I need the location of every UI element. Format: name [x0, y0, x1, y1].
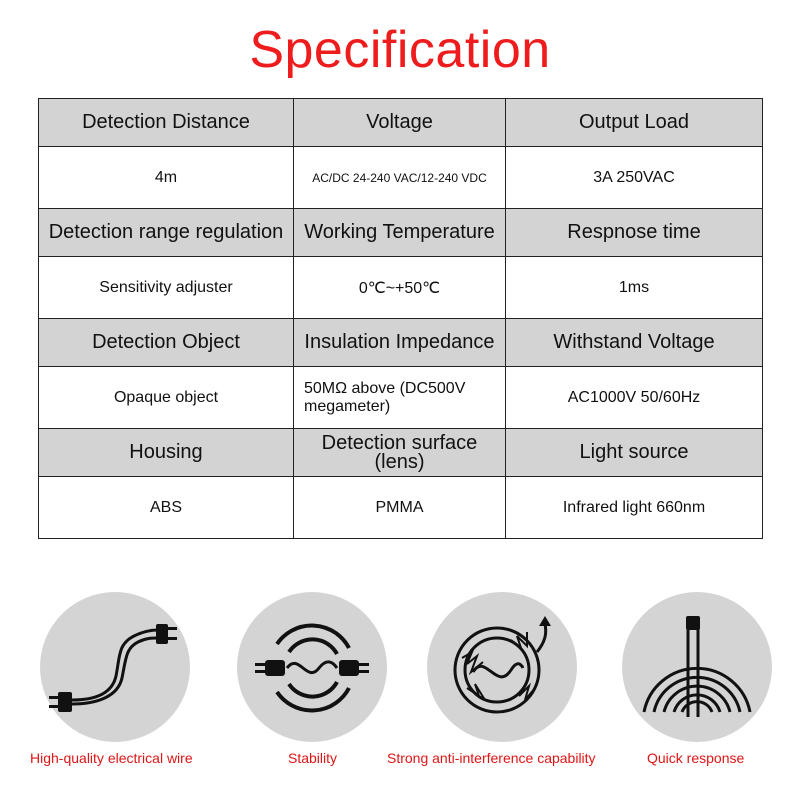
table-header-row	[39, 429, 763, 477]
value-cell: 0℃~+50℃	[294, 257, 506, 319]
feature-circle	[622, 592, 772, 742]
table-value-row	[39, 477, 763, 539]
value-cell: ABS	[39, 477, 294, 539]
feature-label: High-quality electrical wire	[30, 750, 193, 766]
table-header-row	[39, 99, 763, 147]
header-cell: Respnose time	[506, 209, 763, 257]
table-value-row	[39, 367, 763, 429]
header-cell: Voltage	[294, 99, 506, 147]
stability-connector-icon	[237, 592, 387, 742]
value-cell: 4m	[39, 147, 294, 209]
feature-label: Stability	[288, 750, 338, 766]
feature-electrical-wire	[40, 592, 190, 742]
header-cell: Working Temperature	[294, 209, 506, 257]
feature-stability	[237, 592, 387, 742]
feature-anti-interference	[427, 592, 577, 742]
feature-circle	[40, 592, 190, 742]
header-cell: Light source	[506, 429, 763, 477]
value-cell: AC/DC 24-240 VAC/12-240 VDC	[294, 147, 506, 209]
header-cell: Detection Object	[39, 319, 294, 367]
header-cell: Insulation Impedance	[294, 319, 506, 367]
value-cell: AC1000V 50/60Hz	[506, 367, 763, 429]
table-header-row	[39, 209, 763, 257]
feature-quick-response	[622, 592, 772, 742]
value-cell: Infrared light 660nm	[506, 477, 763, 539]
value-cell: Opaque object	[39, 367, 294, 429]
feature-label: Strong anti-interference capability	[387, 750, 596, 766]
specification-table	[38, 98, 763, 539]
table-value-row	[39, 147, 763, 209]
value-cell: 3A 250VAC	[506, 147, 763, 209]
feature-label: Quick response	[647, 750, 745, 766]
header-cell: Withstand Voltage	[506, 319, 763, 367]
value-cell: 1ms	[506, 257, 763, 319]
feature-circle	[237, 592, 387, 742]
value-cell: PMMA	[294, 477, 506, 539]
header-cell: Detection range regulation	[39, 209, 294, 257]
header-cell: Detection Distance	[39, 99, 294, 147]
quick-response-waves-icon	[622, 592, 772, 742]
header-cell: Housing	[39, 429, 294, 477]
header-cell: Output Load	[506, 99, 763, 147]
anti-interference-coil-icon	[427, 592, 577, 742]
page-title: Specification	[249, 21, 551, 79]
header-cell: Detection surface (lens)	[294, 429, 506, 477]
value-cell: 50MΩ above (DC500V megameter)	[294, 367, 506, 429]
value-cell: Sensitivity adjuster	[39, 257, 294, 319]
electrical-plug-wire-icon	[40, 592, 190, 742]
table-header-row	[39, 319, 763, 367]
feature-circle	[427, 592, 577, 742]
table-value-row	[39, 257, 763, 319]
